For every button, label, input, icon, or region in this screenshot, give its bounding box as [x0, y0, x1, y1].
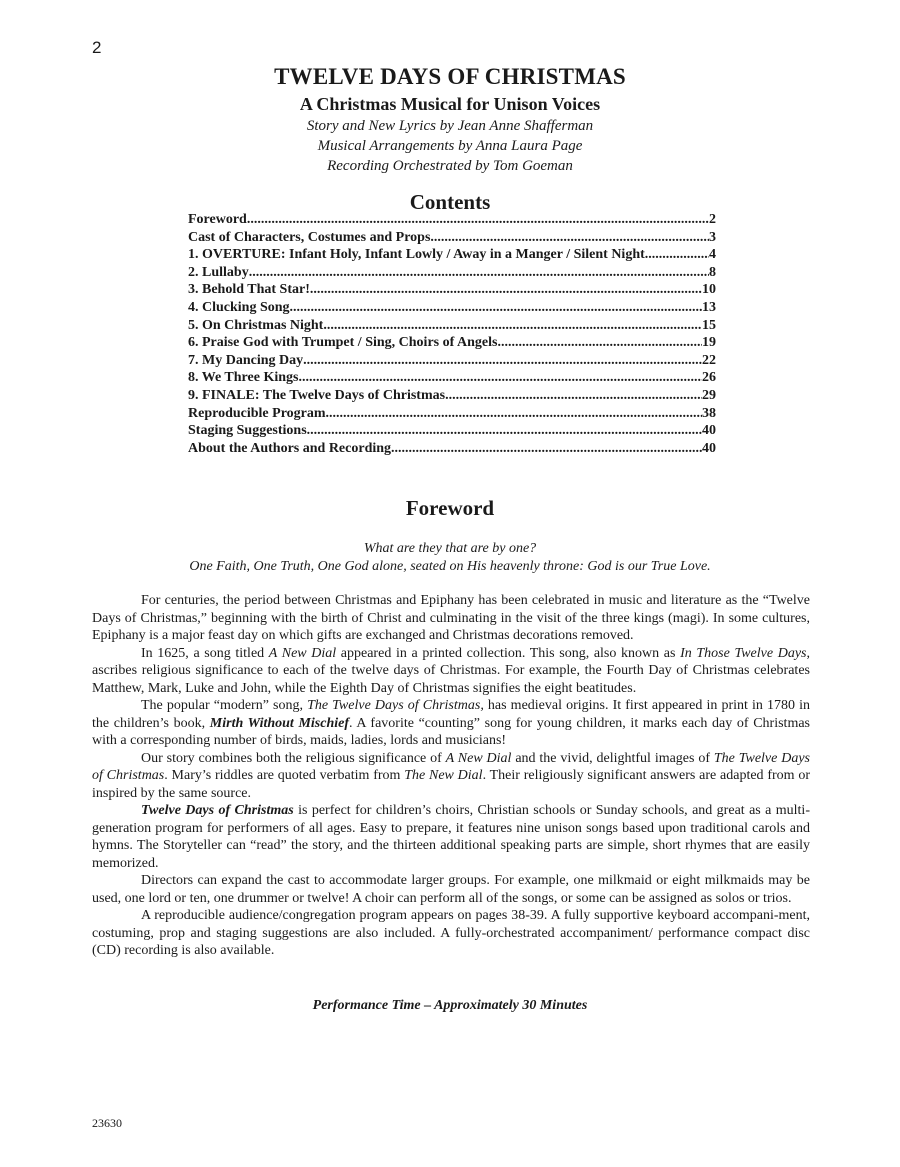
toc-entry-title: Staging Suggestions: [188, 423, 307, 439]
toc-entry-page: 38: [702, 405, 716, 421]
paragraph: A reproducible audience/congregation program appears on pages 38-39. A fully supportive keyboard accompani-ment, costuming, prop and staging suggestions are also included. A fully-orchestrated accompaniment/ performance compact disc (CD) recording is also available.: [92, 908, 810, 958]
toc-entry-title: Cast of Characters, Costumes and Props: [188, 229, 431, 245]
toc-entry-page: 4: [709, 247, 716, 263]
catalog-number: 23630: [92, 1116, 122, 1130]
toc-leader: [430, 229, 709, 247]
performance-time: Performance Time – Approximately 30 Minutes: [312, 998, 588, 1013]
toc-leader: [307, 422, 702, 440]
toc-leader: [645, 246, 709, 264]
toc-entry-title: 6. Praise God with Trumpet / Sing, Choirs of Angels: [188, 335, 498, 351]
toc-leader: [391, 440, 702, 458]
toc-entry-title: 4. Clucking Song: [188, 299, 290, 315]
toc-entry-title: About the Authors and Recording: [188, 440, 392, 456]
toc-entry: [188, 334, 716, 352]
toc-entry: [188, 299, 716, 317]
page-title: TWELVE DAYS OF CHRISTMAS: [274, 64, 626, 89]
contents-heading: Contents: [409, 190, 491, 214]
toc-entry-page: 19: [702, 335, 716, 351]
toc-entry: [188, 405, 716, 423]
toc-leader: [290, 299, 702, 317]
toc-entry-title: Reproducible Program: [188, 405, 326, 421]
toc-entry-page: 2: [709, 212, 716, 227]
toc-entry-title: 1. OVERTURE: Infant Holy, Infant Lowly / Away in a Manger / Silent Night: [188, 247, 645, 263]
toc-leader: [326, 405, 702, 423]
toc-entry-title: 2. Lullaby: [188, 264, 249, 280]
toc-entry: [188, 317, 716, 335]
toc-entry-title: 3. Behold That Star!: [188, 282, 310, 298]
toc-entry-page: 40: [702, 423, 716, 439]
toc-entry: [188, 246, 716, 264]
header: [0, 62, 900, 216]
toc-entry: [188, 264, 716, 282]
toc-entry-page: 10: [702, 282, 716, 298]
toc-entry: [188, 440, 716, 458]
epigraph-line: What are they that are by one?: [363, 541, 537, 556]
toc-leader: [249, 264, 709, 282]
toc-leader: [298, 369, 702, 387]
toc-entry: [188, 352, 716, 370]
credit-recording: Recording Orchestrated by Tom Goeman: [327, 158, 573, 174]
foreword-body: [92, 592, 810, 960]
epigraph: [0, 540, 900, 576]
paragraph: Our story combines both the religious significance of A New Dial and the vivid, delightful images of The Twelve Days of Christmas. Mary’s riddles are quoted verbatim from The New Dial. Their religiously significant answers are adapted from or inspired by the same source.: [92, 750, 810, 801]
toc-entry-page: 40: [702, 440, 716, 456]
toc-leader: [303, 352, 702, 370]
toc-leader: [310, 281, 702, 299]
toc-entry: [188, 422, 716, 440]
toc-entry-page: 13: [702, 299, 716, 315]
table-of-contents: [188, 211, 716, 457]
paragraph: For centuries, the period between Christmas and Epiphany has been celebrated in music and literature as the “Twelve Days of Christmas,” beginning with the birth of Christ and culminating in the visit of the three kings (magi). In some cultures, Epiphany is a major feast day on which gifts are exchanged and Christmas decorations removed.: [92, 593, 810, 643]
paragraph: The popular “modern” song, The Twelve Days of Christmas, has medieval origins. It first appeared in print in 1780 in the children’s book, Mirth Without Mischief. A favorite “counting” song for young children, it marks each day of Christmas with a corresponding number of birds, maids, ladies, lords and musicians!: [92, 698, 811, 748]
toc-entry-title: Foreword: [188, 212, 247, 227]
paragraph: Twelve Days of Christmas is perfect for children’s choirs, Christian schools or Sunday schools, and great as a multi-generation program for performers of all ages. Easy to prepare, it features nine unison songs based upon traditional carols and hymns. The Storyteller can “read” the story, and the thirteen additional speaking parts are simple, short rhymes that are easily memorized.: [92, 803, 810, 871]
credit-music: Musical Arrangements by Anna Laura Page: [317, 138, 583, 154]
foreword-heading: Foreword: [405, 496, 495, 520]
toc-leader: [445, 387, 702, 405]
toc-leader: [247, 211, 709, 229]
toc-entry-page: 3: [709, 229, 716, 245]
toc-entry: [188, 229, 716, 247]
toc-entry: [188, 211, 716, 229]
toc-entry-page: 26: [702, 370, 716, 386]
subtitle: A Christmas Musical for Unison Voices: [299, 94, 601, 114]
toc-entry-title: 9. FINALE: The Twelve Days of Christmas: [188, 387, 446, 403]
toc-entry-title: 8. We Three Kings: [188, 370, 299, 386]
toc-entry: [188, 387, 716, 405]
toc-entry: [188, 369, 716, 387]
toc-leader: [323, 317, 702, 335]
paragraph: In 1625, a song titled A New Dial appeared in a printed collection. This song, also known as In Those Twelve Days, ascribes religious significance to each of the twelve days of Christmas. For example, the Fourth Day of Christmas celebrates Matthew, Mark, Luke and John, while the Eighth Day of Christmas signifies the eight beatitudes.: [92, 645, 810, 696]
toc-entry: [188, 281, 716, 299]
toc-entry-page: 15: [702, 317, 716, 333]
toc-entry-page: 22: [702, 352, 716, 368]
credit-story: Story and New Lyrics by Jean Anne Shafferman: [306, 118, 594, 134]
toc-entry-title: 7. My Dancing Day: [188, 352, 304, 368]
epigraph-line: One Faith, One Truth, One God alone, seated on His heavenly throne: God is our True Love.: [189, 559, 711, 574]
paragraph: Directors can expand the cast to accommodate larger groups. For example, one milkmaid or eight milkmaids may be used, one lord or ten, one drummer or twelve! A choir can perform all of the songs, or some can be assigned as solos or trios.: [92, 873, 810, 906]
page-number: 2: [92, 38, 102, 57]
toc-leader: [497, 334, 702, 352]
toc-entry-page: 8: [709, 264, 716, 280]
toc-entry-page: 29: [702, 387, 716, 403]
toc-entry-title: 5. On Christmas Night: [188, 317, 324, 333]
